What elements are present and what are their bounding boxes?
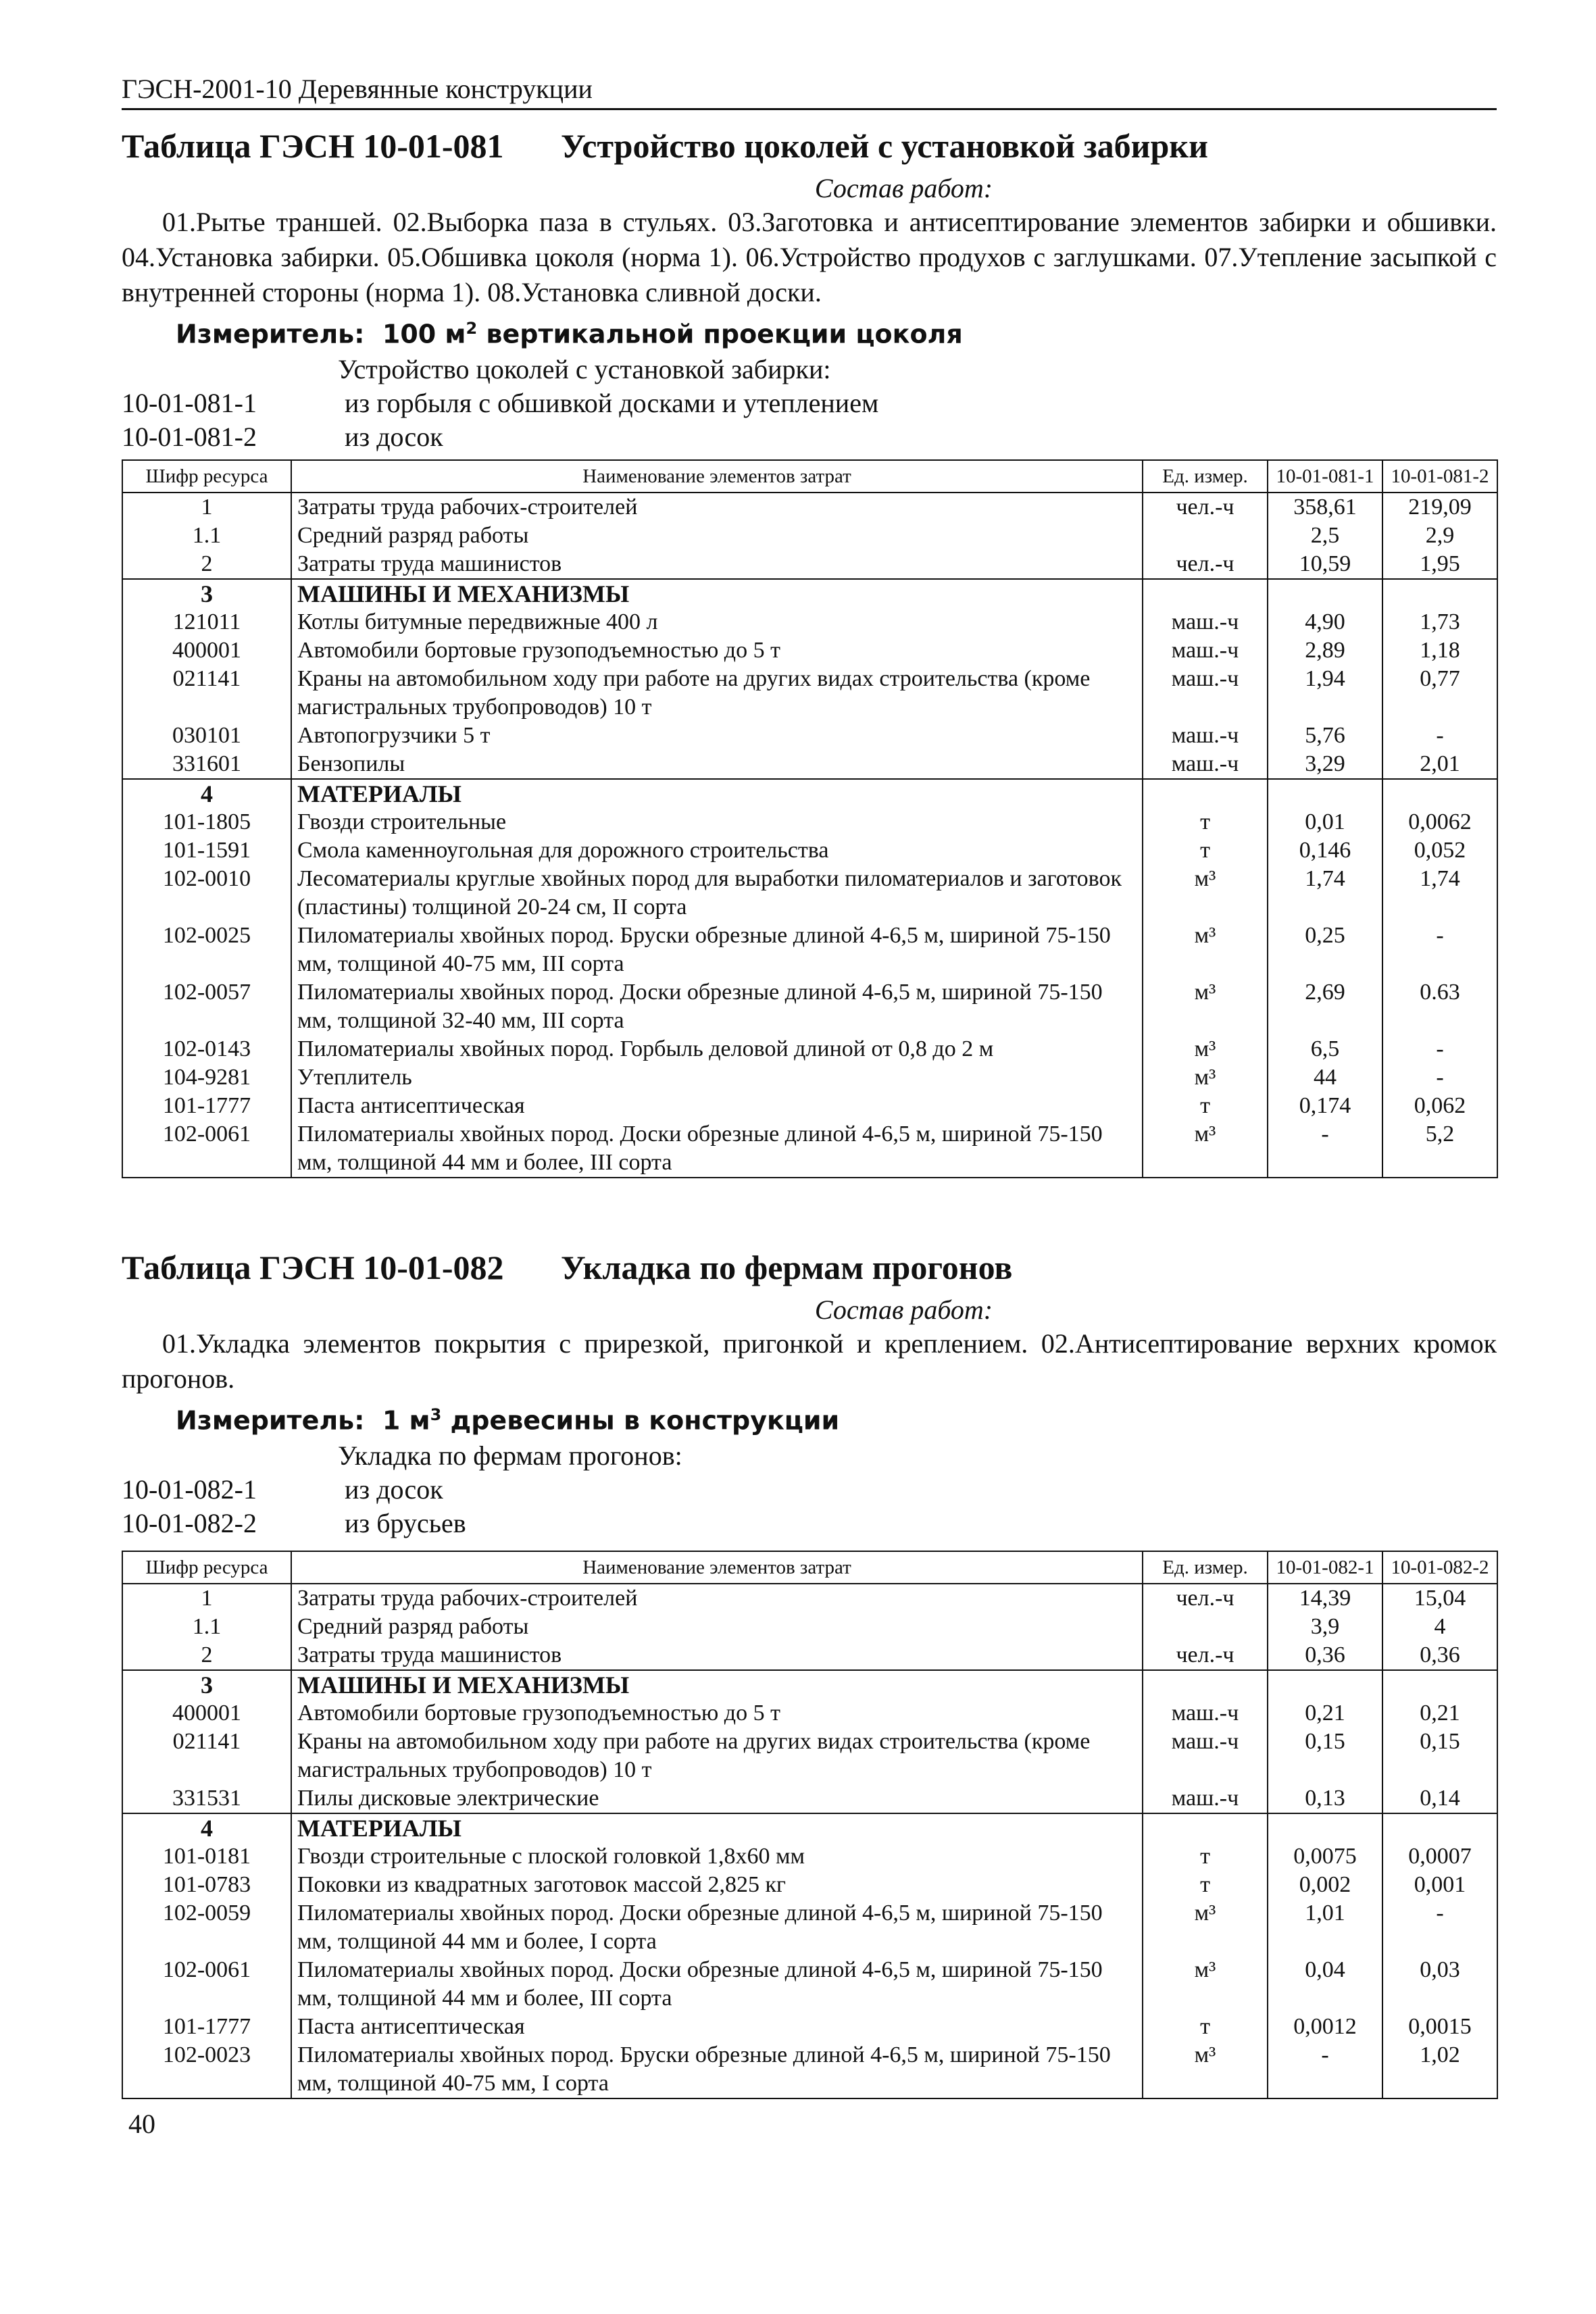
resource-unit: маш.-ч	[1143, 665, 1268, 722]
value-variant-1: 0,21	[1268, 1699, 1382, 1728]
variants-group-title: Устройство цоколей с установкой забирки:	[338, 353, 831, 384]
resource-code: 400001	[122, 1699, 291, 1728]
value-variant-2: 1,73	[1382, 608, 1497, 636]
value-variant-1: 3,9	[1268, 1613, 1382, 1641]
resource-name: Средний разряд работы	[291, 1613, 1143, 1641]
resource-name: Пилы дисковые электрические	[291, 1784, 1143, 1813]
resource-name: Поковки из квадратных заготовок массой 2,825 кг	[291, 1871, 1143, 1899]
variant-item: 10-01-082-2 из брусьев	[122, 1507, 466, 1538]
resource-code: 102-0061	[122, 1120, 291, 1178]
measure-unit: Измеритель: 1 $м^3$ древесины в конструкции	[176, 1405, 840, 1436]
value-variant-1: 0,36	[1268, 1641, 1382, 1670]
resource-name: Краны на автомобильном ходу при работе на других видах строительства (кроме магистральных трубопроводов) 10 т	[291, 665, 1143, 722]
value-variant-1: 14,39	[1268, 1584, 1382, 1613]
col-header-variant-1: 10-01-081-1	[1268, 460, 1382, 493]
value-variant-1: 2,69	[1268, 978, 1382, 1035]
value-variant-2: 1,02	[1382, 2041, 1497, 2098]
value-variant-1: 0,0012	[1268, 2013, 1382, 2041]
table-section-081	[122, 125, 1497, 454]
resource-code: 331601	[122, 750, 291, 779]
value-variant-1: 1,94	[1268, 665, 1382, 722]
value-variant-1: 0,002	[1268, 1871, 1382, 1899]
table-row	[122, 1035, 1497, 1063]
value-variant-2: 0,052	[1382, 836, 1497, 865]
resource-unit	[1143, 779, 1268, 808]
table-row	[122, 1584, 1497, 1613]
resource-unit	[1143, 579, 1268, 608]
resource-unit: т	[1143, 1842, 1268, 1871]
resource-name: Паста антисептическая	[291, 1092, 1143, 1120]
resource-code: 1	[122, 493, 291, 522]
variants-group-title: Укладка по фермам прогонов:	[338, 1440, 682, 1471]
resource-name: Лесоматериалы круглые хвойных пород для выработки пиломатериалов и заготовок (пластины) толщиной 20-24 см, II сорта	[291, 865, 1143, 922]
value-variant-2: 15,04	[1382, 1584, 1497, 1613]
value-variant-1: 4,90	[1268, 608, 1382, 636]
value-variant-2	[1382, 1670, 1497, 1699]
resource-code: 121011	[122, 608, 291, 636]
value-variant-2: 0,77	[1382, 665, 1497, 722]
resource-unit: чел.-ч	[1143, 1584, 1268, 1613]
value-variant-2: -	[1382, 922, 1497, 978]
table-row	[122, 1120, 1497, 1178]
value-variant-1: 10,59	[1268, 550, 1382, 579]
resource-unit: м³	[1143, 2041, 1268, 2098]
resource-name: МАШИНЫ И МЕХАНИЗМЫ	[291, 1670, 1143, 1699]
value-variant-2: 0,21	[1382, 1699, 1497, 1728]
value-variant-2: 0.63	[1382, 978, 1497, 1035]
variant-item: 10-01-082-1 из досок	[122, 1474, 443, 1505]
table-row	[122, 978, 1497, 1035]
value-variant-2: 0,0062	[1382, 808, 1497, 836]
value-variant-1	[1268, 579, 1382, 608]
resource-code: 101-0783	[122, 1871, 291, 1899]
value-variant-1: 44	[1268, 1063, 1382, 1092]
resource-code: 101-1591	[122, 836, 291, 865]
resource-code: 102-0059	[122, 1899, 291, 1956]
table-name: Устройство цоколей с установкой забирки	[561, 127, 1208, 165]
resource-name: Пиломатериалы хвойных пород. Бруски обрезные длиной 4-6,5 м, шириной 75-150 мм, толщиной 40-75 мм, I сорта	[291, 2041, 1143, 2098]
resource-name: Краны на автомобильном ходу при работе на других видах строительства (кроме магистральных трубопроводов) 10 т	[291, 1728, 1143, 1784]
value-variant-1: 0,0075	[1268, 1842, 1382, 1871]
variant-item: 10-01-081-1 из горбыля с обшивкой досками и утеплением	[122, 387, 879, 418]
value-variant-2: 0,0015	[1382, 2013, 1497, 2041]
resource-code: 2	[122, 1641, 291, 1670]
value-variant-2: 1,95	[1382, 550, 1497, 579]
table-title	[122, 1247, 1497, 1288]
table-row	[122, 579, 1497, 608]
value-variant-2: -	[1382, 722, 1497, 750]
resource-code: 4	[122, 1813, 291, 1842]
table-row	[122, 2013, 1497, 2041]
table-row	[122, 550, 1497, 579]
resource-name: Пиломатериалы хвойных пород. Доски обрезные длиной 4-6,5 м, шириной 75-150 мм, толщиной 44 мм и более, III сорта	[291, 1956, 1143, 2013]
table-section-082	[122, 1247, 1497, 1540]
value-variant-2: 1,18	[1382, 636, 1497, 665]
resource-code: 102-0057	[122, 978, 291, 1035]
resource-name: Автомобили бортовые грузоподъемностью до 5 т	[291, 1699, 1143, 1728]
value-variant-1: 2,89	[1268, 636, 1382, 665]
col-header-code: Шифр ресурса	[122, 460, 291, 493]
table-row	[122, 1641, 1497, 1670]
resource-unit: маш.-ч	[1143, 722, 1268, 750]
resource-code: 3	[122, 579, 291, 608]
table-row	[122, 493, 1497, 522]
table-row	[122, 722, 1497, 750]
resource-code: 021141	[122, 1728, 291, 1784]
table-row	[122, 750, 1497, 779]
variants-list	[122, 353, 1497, 454]
resource-name: Паста антисептическая	[291, 2013, 1143, 2041]
resource-unit: т	[1143, 836, 1268, 865]
value-variant-2: 4	[1382, 1613, 1497, 1641]
resource-unit: маш.-ч	[1143, 1784, 1268, 1813]
resource-unit	[1143, 1670, 1268, 1699]
col-header-variant-2: 10-01-082-2	[1382, 1551, 1497, 1584]
resource-table-081	[122, 459, 1498, 1178]
table-row	[122, 1784, 1497, 1813]
value-variant-1: 0,174	[1268, 1092, 1382, 1120]
resource-name: Автопогрузчики 5 т	[291, 722, 1143, 750]
value-variant-2: 0,0007	[1382, 1842, 1497, 1871]
col-header-variant-1: 10-01-082-1	[1268, 1551, 1382, 1584]
resource-unit	[1143, 522, 1268, 550]
resource-name: Автомобили бортовые грузоподъемностью до 5 т	[291, 636, 1143, 665]
table-row	[122, 2041, 1497, 2098]
value-variant-2: 1,74	[1382, 865, 1497, 922]
resource-unit: чел.-ч	[1143, 550, 1268, 579]
value-variant-2: 0,03	[1382, 1956, 1497, 2013]
resource-code: 102-0010	[122, 865, 291, 922]
table-row	[122, 836, 1497, 865]
value-variant-1: 0,01	[1268, 808, 1382, 836]
resource-unit	[1143, 1813, 1268, 1842]
resource-code: 4	[122, 779, 291, 808]
variants-list	[122, 1439, 1497, 1540]
resource-name: Котлы битумные передвижные 400 л	[291, 608, 1143, 636]
value-variant-2: 0,001	[1382, 1871, 1497, 1899]
table-row	[122, 1813, 1497, 1842]
resource-unit: м³	[1143, 1035, 1268, 1063]
table-row	[122, 1699, 1497, 1728]
col-header-unit: Ед. измер.	[1143, 1551, 1268, 1584]
resource-name: Затраты труда машинистов	[291, 1641, 1143, 1670]
works-description: 01.Укладка элементов покрытия с прирезкой, пригонкой и креплением. 02.Антисептирование верхних кромок прогонов.	[122, 1328, 1497, 1394]
table-row	[122, 1842, 1497, 1871]
value-variant-2: 2,9	[1382, 522, 1497, 550]
table-row	[122, 1063, 1497, 1092]
resource-unit: маш.-ч	[1143, 636, 1268, 665]
resource-code: 021141	[122, 665, 291, 722]
resource-name: Утеплитель	[291, 1063, 1143, 1092]
value-variant-2: 2,01	[1382, 750, 1497, 779]
value-variant-2: 5,2	[1382, 1120, 1497, 1178]
resource-table-082	[122, 1551, 1498, 2099]
page-number: 40	[128, 2109, 155, 2139]
resource-name: Пиломатериалы хвойных пород. Доски обрезные длиной 4-6,5 м, шириной 75-150 мм, толщиной 44 мм и более, I сорта	[291, 1899, 1143, 1956]
value-variant-1	[1268, 779, 1382, 808]
resource-code: 104-9281	[122, 1063, 291, 1092]
value-variant-1: -	[1268, 1120, 1382, 1178]
works-label: Состав работ:	[814, 173, 993, 203]
resource-name: Пиломатериалы хвойных пород. Доски обрезные длиной 4-6,5 м, шириной 75-150 мм, толщиной 44 мм и более, III сорта	[291, 1120, 1143, 1178]
resource-unit	[1143, 1613, 1268, 1641]
value-variant-2: 0,15	[1382, 1728, 1497, 1784]
col-header-name: Наименование элементов затрат	[291, 1551, 1143, 1584]
table-code: Таблица ГЭСН 10-01-082	[122, 1249, 504, 1286]
resource-code: 102-0143	[122, 1035, 291, 1063]
col-header-code: Шифр ресурса	[122, 1551, 291, 1584]
resource-unit: т	[1143, 2013, 1268, 2041]
value-variant-1: 0,15	[1268, 1728, 1382, 1784]
resource-unit: м³	[1143, 865, 1268, 922]
resource-unit: т	[1143, 1092, 1268, 1120]
resource-unit: маш.-ч	[1143, 1728, 1268, 1784]
table-row	[122, 808, 1497, 836]
resource-unit: м³	[1143, 1956, 1268, 2013]
table-row	[122, 1871, 1497, 1899]
table-row	[122, 1899, 1497, 1956]
value-variant-1: 2,5	[1268, 522, 1382, 550]
value-variant-2	[1382, 779, 1497, 808]
value-variant-1: -	[1268, 2041, 1382, 2098]
measure-unit: Измеритель: 100 $м^2$ вертикальной проекции цоколя	[176, 319, 963, 349]
resource-code: 101-0181	[122, 1842, 291, 1871]
resource-code: 102-0023	[122, 2041, 291, 2098]
resource-unit: м³	[1143, 1120, 1268, 1178]
resource-unit: т	[1143, 808, 1268, 836]
resource-unit: м³	[1143, 1063, 1268, 1092]
value-variant-1: 0,13	[1268, 1784, 1382, 1813]
table-row	[122, 922, 1497, 978]
table-row	[122, 1613, 1497, 1641]
resource-unit: маш.-ч	[1143, 750, 1268, 779]
resource-name: Пиломатериалы хвойных пород. Горбыль деловой длиной от 0,8 до 2 м	[291, 1035, 1143, 1063]
value-variant-1: 1,01	[1268, 1899, 1382, 1956]
resource-name: Гвозди строительные	[291, 808, 1143, 836]
resource-code: 102-0061	[122, 1956, 291, 2013]
resource-name: Затраты труда рабочих-строителей	[291, 1584, 1143, 1613]
value-variant-1: 0,04	[1268, 1956, 1382, 2013]
value-variant-2: -	[1382, 1063, 1497, 1092]
resource-unit: м³	[1143, 978, 1268, 1035]
value-variant-1: 5,76	[1268, 722, 1382, 750]
col-header-variant-2: 10-01-081-2	[1382, 460, 1497, 493]
resource-code: 101-1805	[122, 808, 291, 836]
resource-unit: т	[1143, 1871, 1268, 1899]
resource-code: 1	[122, 1584, 291, 1613]
resource-code: 1.1	[122, 1613, 291, 1641]
works-label: Состав работ:	[814, 1294, 993, 1325]
value-variant-1: 0,146	[1268, 836, 1382, 865]
value-variant-2: 0,062	[1382, 1092, 1497, 1120]
table-row	[122, 665, 1497, 722]
table-row	[122, 636, 1497, 665]
page-header: ГЭСН-2001-10 Деревянные конструкции	[122, 73, 1497, 110]
resource-unit: м³	[1143, 922, 1268, 978]
value-variant-1	[1268, 1813, 1382, 1842]
resource-code: 331531	[122, 1784, 291, 1813]
table-code: Таблица ГЭСН 10-01-081	[122, 127, 504, 165]
value-variant-1: 6,5	[1268, 1035, 1382, 1063]
value-variant-2	[1382, 579, 1497, 608]
value-variant-2: 0,36	[1382, 1641, 1497, 1670]
resource-code: 102-0025	[122, 922, 291, 978]
value-variant-1	[1268, 1670, 1382, 1699]
resource-unit: маш.-ч	[1143, 1699, 1268, 1728]
value-variant-2: -	[1382, 1035, 1497, 1063]
resource-code: 3	[122, 1670, 291, 1699]
resource-unit: м³	[1143, 1899, 1268, 1956]
variant-item: 10-01-081-2 из досок	[122, 421, 443, 452]
table-row	[122, 865, 1497, 922]
resource-name: Смола каменноугольная для дорожного строительства	[291, 836, 1143, 865]
resource-code: 030101	[122, 722, 291, 750]
table-title	[122, 125, 1497, 167]
resource-name: Затраты труда машинистов	[291, 550, 1143, 579]
table-row	[122, 1956, 1497, 2013]
resource-name: Средний разряд работы	[291, 522, 1143, 550]
value-variant-1: 0,25	[1268, 922, 1382, 978]
table-row	[122, 608, 1497, 636]
resource-name: Гвозди строительные с плоской головкой 1,8x60 мм	[291, 1842, 1143, 1871]
table-row	[122, 1728, 1497, 1784]
resource-name: Затраты труда рабочих-строителей	[291, 493, 1143, 522]
value-variant-1: 3,29	[1268, 750, 1382, 779]
resource-name: Пиломатериалы хвойных пород. Доски обрезные длиной 4-6,5 м, шириной 75-150 мм, толщиной 32-40 мм, III сорта	[291, 978, 1143, 1035]
works-description: 01.Рытье траншей. 02.Выборка паза в стульях. 03.Заготовка и антисептирование элементов забирки и обшивки. 04.Установка забирки. 05.Обшивка цоколя (норма 1). 06.Устройство продухов с заглушками. 07.Утепление засыпкой с внутренней стороны (норма 1). 08.Установка сливной доски.	[122, 207, 1497, 307]
value-variant-1: 1,74	[1268, 865, 1382, 922]
resource-code: 101-1777	[122, 1092, 291, 1120]
value-variant-2: 219,09	[1382, 493, 1497, 522]
col-header-unit: Ед. измер.	[1143, 460, 1268, 493]
value-variant-2: -	[1382, 1899, 1497, 1956]
value-variant-1: 358,61	[1268, 493, 1382, 522]
table-row	[122, 522, 1497, 550]
resource-code: 1.1	[122, 522, 291, 550]
table-row	[122, 779, 1497, 808]
resource-name: МАТЕРИАЛЫ	[291, 1813, 1143, 1842]
value-variant-2	[1382, 1813, 1497, 1842]
resource-unit: чел.-ч	[1143, 1641, 1268, 1670]
table-row	[122, 1092, 1497, 1120]
resource-code: 2	[122, 550, 291, 579]
resource-code: 400001	[122, 636, 291, 665]
resource-name: Бензопилы	[291, 750, 1143, 779]
table-row	[122, 1670, 1497, 1699]
resource-name: МАШИНЫ И МЕХАНИЗМЫ	[291, 579, 1143, 608]
table-name: Укладка по фермам прогонов	[561, 1249, 1013, 1286]
resource-code: 101-1777	[122, 2013, 291, 2041]
resource-name: Пиломатериалы хвойных пород. Бруски обрезные длиной 4-6,5 м, шириной 75-150 мм, толщиной 40-75 мм, III сорта	[291, 922, 1143, 978]
col-header-name: Наименование элементов затрат	[291, 460, 1143, 493]
resource-unit: маш.-ч	[1143, 608, 1268, 636]
resource-unit: чел.-ч	[1143, 493, 1268, 522]
resource-name: МАТЕРИАЛЫ	[291, 779, 1143, 808]
value-variant-2: 0,14	[1382, 1784, 1497, 1813]
